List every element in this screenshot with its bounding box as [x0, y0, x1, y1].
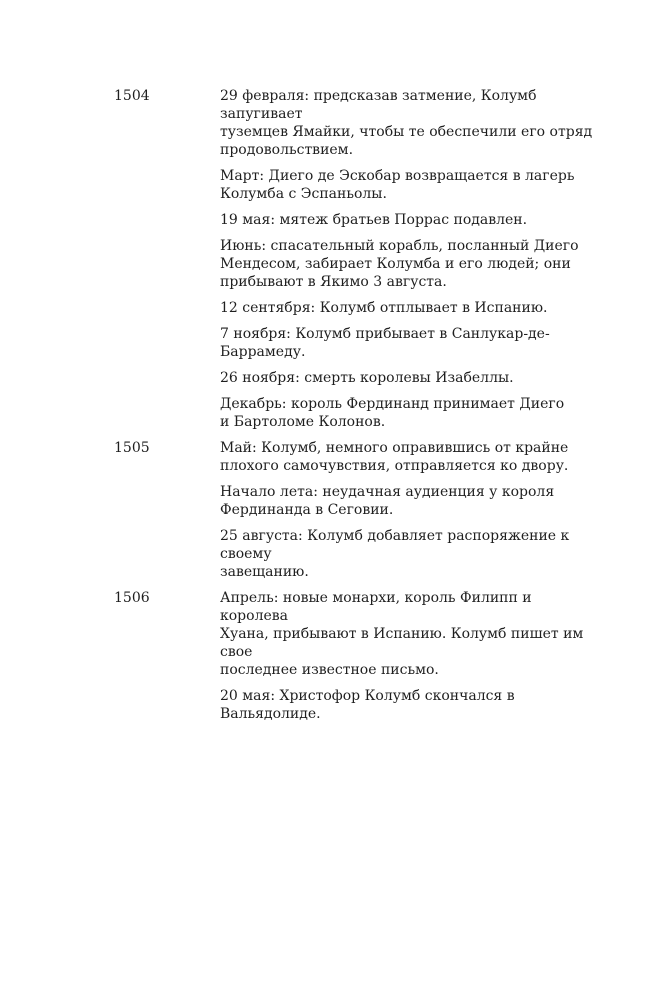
event-entry — [220, 86, 594, 159]
event-entry — [220, 438, 594, 475]
event-text-line: продовольствием. — [220, 142, 354, 158]
event-entry — [220, 324, 594, 361]
event-text-line: Март: Диего де Эскобар возвращается в лагерь — [220, 168, 575, 184]
event-text-line: 12 сентября: Колумб отплывает в Испанию. — [220, 300, 548, 316]
event-text-line: Июнь: спасательный корабль, посланный Диего — [220, 238, 579, 254]
event-text-line: и Бартоломе Колонов. — [220, 414, 386, 430]
event-list — [220, 588, 594, 730]
chronology-table — [114, 86, 594, 730]
year-label: 1504 — [114, 88, 150, 104]
event-text-line: Мендесом, забирает Колумба и его людей; они — [220, 256, 571, 272]
event-text-line: 19 мая: мятеж братьев Поррас подавлен. — [220, 212, 528, 228]
event-text-line: завещанию. — [220, 564, 309, 580]
year-label: 1506 — [114, 590, 150, 606]
event-text-line: 25 августа: Колумб добавляет распоряжение к своему — [220, 528, 570, 562]
event-text-line: Фердинанда в Сеговии. — [220, 502, 394, 518]
event-text-line: Хуана, прибывают в Испанию. Колумб пишет им свое — [220, 626, 584, 660]
event-text-line: Колумба с Эспаньолы. — [220, 186, 387, 202]
event-text-line: Начало лета: неудачная аудиенция у короля — [220, 484, 555, 500]
year-block — [114, 588, 594, 730]
event-text-line: последнее известное письмо. — [220, 662, 439, 678]
year-block — [114, 438, 594, 588]
event-text-line: плохого самочувствия, отправляется ко двору. — [220, 458, 569, 474]
event-text-line: Май: Колумб, немного оправившись от крайне — [220, 440, 569, 456]
event-entry — [220, 482, 594, 519]
event-list — [220, 438, 594, 588]
event-text-line: 29 февраля: предсказав затмение, Колумб запугивает — [220, 88, 537, 122]
event-entry — [220, 210, 594, 229]
event-entry — [220, 394, 594, 431]
year-block — [114, 86, 594, 438]
event-entry — [220, 526, 594, 581]
event-entry — [220, 298, 594, 317]
year-label: 1505 — [114, 440, 150, 456]
event-text-line: 26 ноября: смерть королевы Изабеллы. — [220, 370, 514, 386]
event-text-line: 7 ноября: Колумб прибывает в Санлукар-де- — [220, 326, 550, 342]
event-entry — [220, 236, 594, 291]
event-list — [220, 86, 594, 438]
event-entry — [220, 166, 594, 203]
event-entry — [220, 368, 594, 387]
event-text-line: 20 мая: Христофор Колумб скончался в Вальядолиде. — [220, 688, 515, 722]
event-text-line: Баррамеду. — [220, 344, 306, 360]
event-text-line: Апрель: новые монархи, король Филипп и королева — [220, 590, 532, 624]
event-text-line: туземцев Ямайки, чтобы те обеспечили его отряд — [220, 124, 593, 140]
event-text-line: прибывают в Якимо 3 августа. — [220, 274, 447, 290]
event-entry — [220, 588, 594, 679]
event-text-line: Декабрь: король Фердинанд принимает Диего — [220, 396, 565, 412]
event-entry — [220, 686, 594, 723]
